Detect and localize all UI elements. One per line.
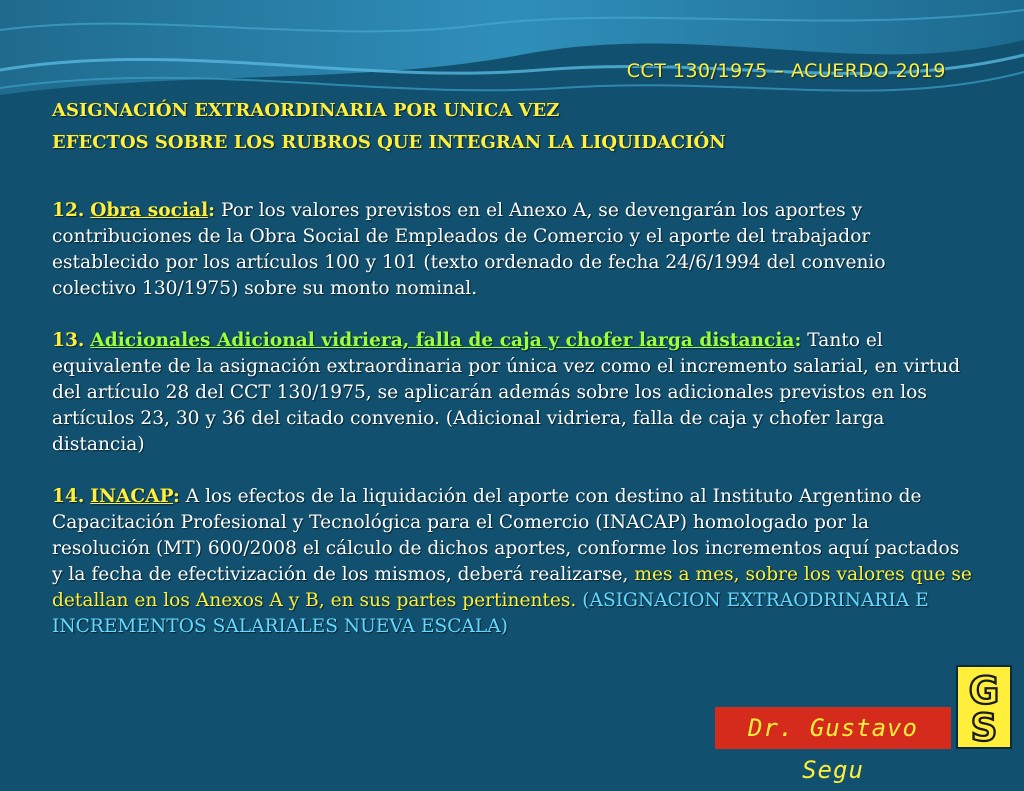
- gs-logo-icon: [958, 667, 1010, 750]
- subtitle-1: ASIGNACIÓN EXTRAORDINARIA POR UNICA VEZ: [52, 100, 560, 121]
- subtitle-2: EFECTOS SOBRE LOS RUBROS QUE INTEGRAN LA LIQUIDACIÓN: [52, 132, 726, 153]
- item-13: [52, 328, 972, 458]
- item-14-term: INACAP: [90, 486, 173, 507]
- item-14-note: (ASIGNACION EXTRAODRINARIA E INCREMENTOS SALARIALES NUEVA ESCALA): [52, 590, 929, 637]
- svg-text:S: S: [970, 706, 998, 750]
- item-13-term: Adicionales Adicional vidriera, falla de caja y chofer larga distancia: [90, 330, 795, 351]
- item-13-number: 13.: [52, 330, 85, 351]
- item-12-colon: :: [208, 200, 216, 221]
- item-14: [52, 484, 972, 640]
- item-14-highlight: mes a mes, sobre los valores que se detallan en los Anexos A y B, en sus partes pertinentes.: [52, 564, 972, 611]
- item-13-text: Tanto el equivalente de la asignación extraordinaria por única vez como el incremento salarial, en virtud del artículo 28 del CCT 130/1975, se aplicarán además sobre los adicionales previstos en los artículos 23, 30 y 36 del citado convenio. (Adicional vidriera, falla de caja y chofer larga distancia): [52, 330, 961, 455]
- content-body: [52, 98, 972, 640]
- svg-text:G: G: [968, 669, 1000, 713]
- author-name-badge: Dr. Gustavo Segu: [715, 707, 951, 749]
- header-title: CCT 130/1975 – ACUERDO 2019: [626, 60, 946, 82]
- item-13-colon: :: [794, 330, 802, 351]
- item-12-text: Por los valores previstos en el Anexo A, se devengarán los aportes y contribuciones de la Obra Social de Empleados de Comercio y el aporte del trabajador establecido por los artículos 100 y 101 (texto ordenado de fecha 24/6/1994 del convenio colectivo 130/1975) sobre su monto nominal.: [52, 200, 886, 299]
- item-12-term: Obra social: [90, 200, 209, 221]
- gs-logo: [956, 665, 1012, 749]
- item-14-number: 14.: [52, 486, 85, 507]
- item-12-number: 12.: [52, 200, 85, 221]
- item-14-colon: :: [172, 486, 180, 507]
- item-12: [52, 198, 972, 302]
- item-14-text: A los efectos de la liquidación del aporte con destino al Instituto Argentino de Capacitación Profesional y Tecnológica para el Comercio (INACAP) homologado por la resolución (MT) 600/2008 el cálculo de dichos aportes, conforme los incrementos aquí pactados y la fecha de efectivización de los mismos, deberá realizarse,: [52, 486, 960, 585]
